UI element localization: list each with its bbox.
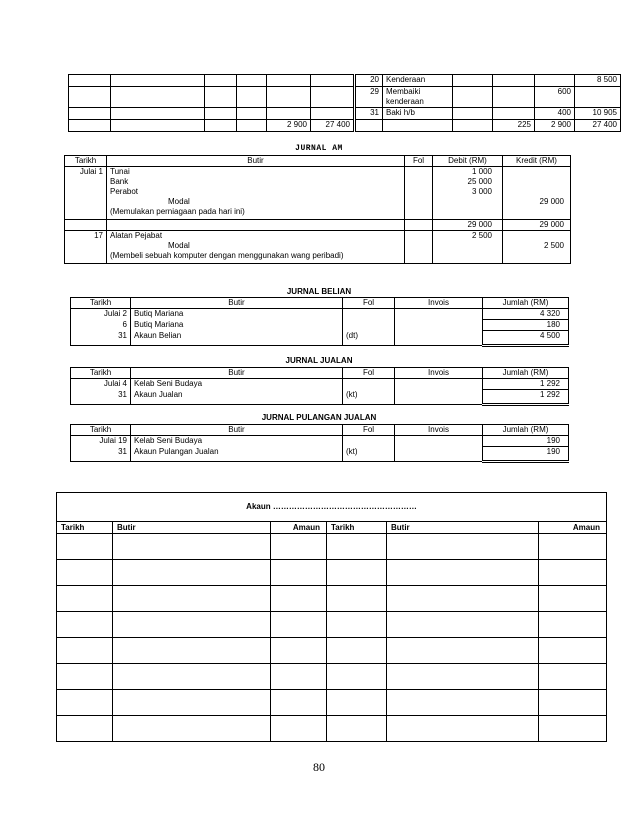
akaun-cell[interactable] bbox=[271, 716, 327, 742]
akaun-cell[interactable] bbox=[387, 534, 539, 560]
akaun-cell[interactable] bbox=[113, 612, 271, 638]
journal-entry-1-total bbox=[65, 220, 571, 231]
jurnal-pulangan-table bbox=[70, 424, 569, 463]
ledger-cell-l-f bbox=[205, 108, 237, 120]
akaun-cell[interactable] bbox=[327, 534, 387, 560]
jurnal-jualan-title: JURNAL JUALAN bbox=[285, 356, 353, 365]
ledger-cell-l-b bbox=[267, 108, 311, 120]
ledger-cell-r-c: 10 905 bbox=[575, 108, 621, 120]
ledger-cell-r-c: 27 400 bbox=[575, 120, 621, 132]
ledger-cell-l-f bbox=[205, 75, 237, 87]
header-row bbox=[71, 298, 569, 309]
akaun-cell[interactable] bbox=[57, 560, 113, 586]
jurnal-belian-table bbox=[70, 297, 569, 347]
akaun-cell[interactable] bbox=[539, 638, 607, 664]
akaun-row bbox=[57, 664, 607, 690]
akaun-cell[interactable] bbox=[327, 664, 387, 690]
journal-row bbox=[71, 320, 569, 331]
akaun-cell[interactable] bbox=[387, 716, 539, 742]
header-jumlah: Jumlah (RM) bbox=[483, 298, 569, 309]
cell-inv bbox=[395, 436, 483, 447]
ledger-cell-l-desc bbox=[111, 108, 205, 120]
ledger-cell-l-desc bbox=[111, 120, 205, 132]
cell-inv bbox=[395, 309, 483, 320]
akaun-cell[interactable] bbox=[539, 612, 607, 638]
akaun-cell[interactable] bbox=[327, 638, 387, 664]
cell-desc: Akaun Belian bbox=[131, 331, 343, 346]
akaun-title: Akaun ……………………………………………… bbox=[57, 493, 607, 522]
header-tarikh: Tarikh bbox=[71, 425, 131, 436]
akaun-cell[interactable] bbox=[57, 586, 113, 612]
header-butir: Butir bbox=[131, 298, 343, 309]
akaun-cell[interactable] bbox=[327, 690, 387, 716]
jurnal-pulangan-title: JURNAL PULANGAN JUALAN bbox=[261, 413, 377, 422]
entry-debits: 1 000 25 000 3 000 bbox=[433, 167, 503, 220]
ledger-row bbox=[69, 108, 621, 120]
akaun-cell[interactable] bbox=[327, 612, 387, 638]
akaun-cell[interactable] bbox=[57, 664, 113, 690]
cell-amt: 1 292 bbox=[483, 379, 569, 390]
ledger-cell-r-date: 31 bbox=[355, 108, 383, 120]
akaun-cell[interactable] bbox=[539, 716, 607, 742]
entry-line: Alatan Pejabat bbox=[110, 231, 163, 240]
ledger-cell-r-f bbox=[453, 75, 493, 87]
journal-row bbox=[71, 309, 569, 320]
cell-desc: Akaun Pulangan Jualan bbox=[131, 447, 343, 462]
cell-amt: 180 bbox=[483, 320, 569, 331]
akaun-row bbox=[57, 612, 607, 638]
akaun-row bbox=[57, 690, 607, 716]
header-butir: Butir bbox=[131, 368, 343, 379]
akaun-cell[interactable] bbox=[271, 560, 327, 586]
cell-inv bbox=[395, 379, 483, 390]
ledger-cell-l-f bbox=[205, 87, 237, 108]
header-fol: Fol bbox=[343, 425, 395, 436]
header-tarikh: Tarikh bbox=[71, 368, 131, 379]
akaun-cell[interactable] bbox=[327, 560, 387, 586]
cell-desc: Butiq Mariana bbox=[131, 320, 343, 331]
header-butir: Butir bbox=[131, 425, 343, 436]
ledger-cell-r-c: 8 500 bbox=[575, 75, 621, 87]
journal-row bbox=[71, 379, 569, 390]
entry-credit-line: Modal bbox=[168, 241, 190, 250]
akaun-cell[interactable] bbox=[271, 690, 327, 716]
journal-entry-2 bbox=[65, 231, 571, 264]
jurnal-belian-title: JURNAL BELIAN bbox=[286, 287, 352, 296]
akaun-header-butir: Butir bbox=[113, 522, 271, 534]
akaun-row bbox=[57, 638, 607, 664]
jurnal-am-table bbox=[64, 155, 571, 264]
ledger-cell-r-a bbox=[493, 87, 535, 108]
cell-inv bbox=[395, 320, 483, 331]
ledger-cell-l-date bbox=[69, 75, 111, 87]
entry-note: (Memulakan perniagaan pada hari ini) bbox=[110, 207, 245, 216]
cell-fol: (dt) bbox=[343, 331, 395, 346]
cell-fol bbox=[343, 320, 395, 331]
entry-debit: 2 500 bbox=[433, 231, 503, 264]
cell-amt: 190 bbox=[483, 436, 569, 447]
header-jumlah: Jumlah (RM) bbox=[483, 368, 569, 379]
cell-date: 31 bbox=[71, 390, 131, 405]
akaun-cell[interactable] bbox=[271, 638, 327, 664]
ledger-cell-r-b: 600 bbox=[535, 87, 575, 108]
ledger-cell-l-c bbox=[311, 108, 355, 120]
ledger-cell-l-a bbox=[237, 108, 267, 120]
ledger-cell-r-b: 400 bbox=[535, 108, 575, 120]
header-invois: Invois bbox=[395, 425, 483, 436]
cell-fol bbox=[343, 309, 395, 320]
cell-inv bbox=[395, 390, 483, 405]
page-number: 80 bbox=[313, 760, 325, 774]
cell-amt: 4 320 bbox=[483, 309, 569, 320]
header-tarikh: Tarikh bbox=[65, 156, 107, 167]
entry-line: Perabot bbox=[110, 187, 139, 196]
top-ledger-table bbox=[68, 74, 621, 132]
header-invois: Invois bbox=[395, 368, 483, 379]
akaun-cell[interactable] bbox=[539, 690, 607, 716]
cell-desc: Akaun Jualan bbox=[131, 390, 343, 405]
akaun-cell[interactable] bbox=[57, 690, 113, 716]
akaun-cell[interactable] bbox=[387, 690, 539, 716]
akaun-cell[interactable] bbox=[113, 664, 271, 690]
akaun-row bbox=[57, 586, 607, 612]
header-butir: Butir bbox=[107, 156, 405, 167]
akaun-row bbox=[57, 560, 607, 586]
journal-entry-1 bbox=[65, 167, 571, 220]
akaun-cell[interactable] bbox=[271, 586, 327, 612]
ledger-cell-r-f bbox=[453, 108, 493, 120]
header-row bbox=[71, 425, 569, 436]
entry-credits: 2 500 bbox=[503, 231, 571, 264]
ledger-cell-r-b bbox=[535, 75, 575, 87]
ledger-row bbox=[69, 87, 621, 108]
jurnal-am-title: JURNAL AM bbox=[295, 144, 343, 153]
akaun-header-tarikh: Tarikh bbox=[57, 522, 113, 534]
ledger-cell-l-a bbox=[237, 87, 267, 108]
cell-inv bbox=[395, 331, 483, 346]
akaun-cell[interactable] bbox=[271, 534, 327, 560]
ledger-cell-l-a bbox=[237, 120, 267, 132]
akaun-cell[interactable] bbox=[113, 560, 271, 586]
entry-desc bbox=[107, 231, 405, 264]
akaun-cell[interactable] bbox=[113, 638, 271, 664]
akaun-ledger-table bbox=[56, 492, 607, 742]
entry-date: Julai 1 bbox=[65, 167, 107, 220]
cell-amt: 190 bbox=[483, 447, 569, 462]
entry-credits: 29 000 bbox=[503, 167, 571, 220]
header-fol: Fol bbox=[343, 368, 395, 379]
cell-date: 6 bbox=[71, 320, 131, 331]
cell-date: Julai 4 bbox=[71, 379, 131, 390]
akaun-row bbox=[57, 534, 607, 560]
journal-row bbox=[71, 447, 569, 462]
ledger-cell-l-b bbox=[267, 87, 311, 108]
cell-date: 31 bbox=[71, 447, 131, 462]
akaun-cell[interactable] bbox=[113, 586, 271, 612]
journal-row bbox=[71, 436, 569, 447]
header-jumlah: Jumlah (RM) bbox=[483, 425, 569, 436]
akaun-cell[interactable] bbox=[57, 638, 113, 664]
cell-date: Julai 2 bbox=[71, 309, 131, 320]
journal-row bbox=[71, 331, 569, 346]
ledger-cell-l-desc bbox=[111, 87, 205, 108]
cell-desc: Butiq Mariana bbox=[131, 309, 343, 320]
ledger-cell-l-b: 2 900 bbox=[267, 120, 311, 132]
total-debit: 29 000 bbox=[433, 220, 503, 231]
akaun-cell[interactable] bbox=[387, 560, 539, 586]
cell-fol: (kt) bbox=[343, 390, 395, 405]
cell-fol bbox=[343, 436, 395, 447]
akaun-cell[interactable] bbox=[539, 534, 607, 560]
header-fol: Fol bbox=[405, 156, 433, 167]
header-kredit: Kredit (RM) bbox=[503, 156, 571, 167]
ledger-cell-r-date bbox=[355, 120, 383, 132]
akaun-cell[interactable] bbox=[113, 690, 271, 716]
akaun-cell[interactable] bbox=[271, 664, 327, 690]
ledger-row bbox=[69, 120, 621, 132]
ledger-cell-l-date bbox=[69, 87, 111, 108]
akaun-header-butir: Butir bbox=[387, 522, 539, 534]
cell-date: 31 bbox=[71, 331, 131, 346]
akaun-cell[interactable] bbox=[387, 586, 539, 612]
akaun-cell[interactable] bbox=[539, 664, 607, 690]
ledger-cell-l-date bbox=[69, 108, 111, 120]
ledger-cell-l-desc bbox=[111, 75, 205, 87]
entry-desc bbox=[107, 167, 405, 220]
akaun-cell[interactable] bbox=[113, 716, 271, 742]
ledger-cell-r-a bbox=[493, 108, 535, 120]
journal-row bbox=[71, 390, 569, 405]
cell-date: Julai 19 bbox=[71, 436, 131, 447]
akaun-header-tarikh: Tarikh bbox=[327, 522, 387, 534]
akaun-cell[interactable] bbox=[387, 664, 539, 690]
ledger-cell-r-b: 2 900 bbox=[535, 120, 575, 132]
ledger-cell-l-a bbox=[237, 75, 267, 87]
ledger-cell-r-date: 20 bbox=[355, 75, 383, 87]
ledger-cell-r-desc: Membaiki kenderaan bbox=[383, 87, 453, 108]
cell-fol: (kt) bbox=[343, 447, 395, 462]
akaun-cell[interactable] bbox=[539, 560, 607, 586]
ledger-cell-l-c: 27 400 bbox=[311, 120, 355, 132]
cell-amt: 4 500 bbox=[483, 331, 569, 346]
ledger-cell-r-desc bbox=[383, 120, 453, 132]
cell-amt: 1 292 bbox=[483, 390, 569, 405]
akaun-cell[interactable] bbox=[113, 534, 271, 560]
ledger-cell-r-date: 29 bbox=[355, 87, 383, 108]
jurnal-jualan-table bbox=[70, 367, 569, 406]
ledger-cell-l-b bbox=[267, 75, 311, 87]
cell-inv bbox=[395, 447, 483, 462]
cell-desc: Kelab Seni Budaya bbox=[131, 379, 343, 390]
akaun-cell[interactable] bbox=[57, 716, 113, 742]
akaun-cell[interactable] bbox=[271, 612, 327, 638]
ledger-cell-r-desc: Kenderaan bbox=[383, 75, 453, 87]
ledger-cell-r-f bbox=[453, 120, 493, 132]
ledger-cell-l-c bbox=[311, 87, 355, 108]
header-fol: Fol bbox=[343, 298, 395, 309]
akaun-cell[interactable] bbox=[539, 586, 607, 612]
akaun-cell[interactable] bbox=[387, 612, 539, 638]
header-tarikh: Tarikh bbox=[71, 298, 131, 309]
entry-line: Tunai bbox=[110, 167, 130, 176]
akaun-header-amaun: Amaun bbox=[271, 522, 327, 534]
cell-fol bbox=[343, 379, 395, 390]
ledger-cell-r-c bbox=[575, 87, 621, 108]
entry-date: 17 bbox=[65, 231, 107, 264]
ledger-cell-r-desc: Baki h/b bbox=[383, 108, 453, 120]
akaun-cell[interactable] bbox=[57, 612, 113, 638]
ledger-cell-l-f bbox=[205, 120, 237, 132]
ledger-cell-l-date bbox=[69, 120, 111, 132]
header-debit: Debit (RM) bbox=[433, 156, 503, 167]
header-row bbox=[71, 368, 569, 379]
ledger-cell-r-f bbox=[453, 87, 493, 108]
akaun-cell[interactable] bbox=[327, 586, 387, 612]
ledger-cell-r-a: 225 bbox=[493, 120, 535, 132]
akaun-cell[interactable] bbox=[57, 534, 113, 560]
akaun-cell[interactable] bbox=[387, 638, 539, 664]
akaun-cell[interactable] bbox=[327, 716, 387, 742]
entry-line: Bank bbox=[110, 177, 129, 186]
ledger-row bbox=[69, 75, 621, 87]
ledger-cell-r-a bbox=[493, 75, 535, 87]
cell-desc: Kelab Seni Budaya bbox=[131, 436, 343, 447]
entry-note: (Membeli sebuah komputer dengan menggunakan wang peribadi) bbox=[110, 251, 344, 260]
akaun-row bbox=[57, 716, 607, 742]
total-credit: 29 000 bbox=[503, 220, 571, 231]
header-invois: Invois bbox=[395, 298, 483, 309]
ledger-cell-l-c bbox=[311, 75, 355, 87]
entry-credit-line: Modal bbox=[168, 197, 190, 206]
akaun-header-amaun: Amaun bbox=[539, 522, 607, 534]
